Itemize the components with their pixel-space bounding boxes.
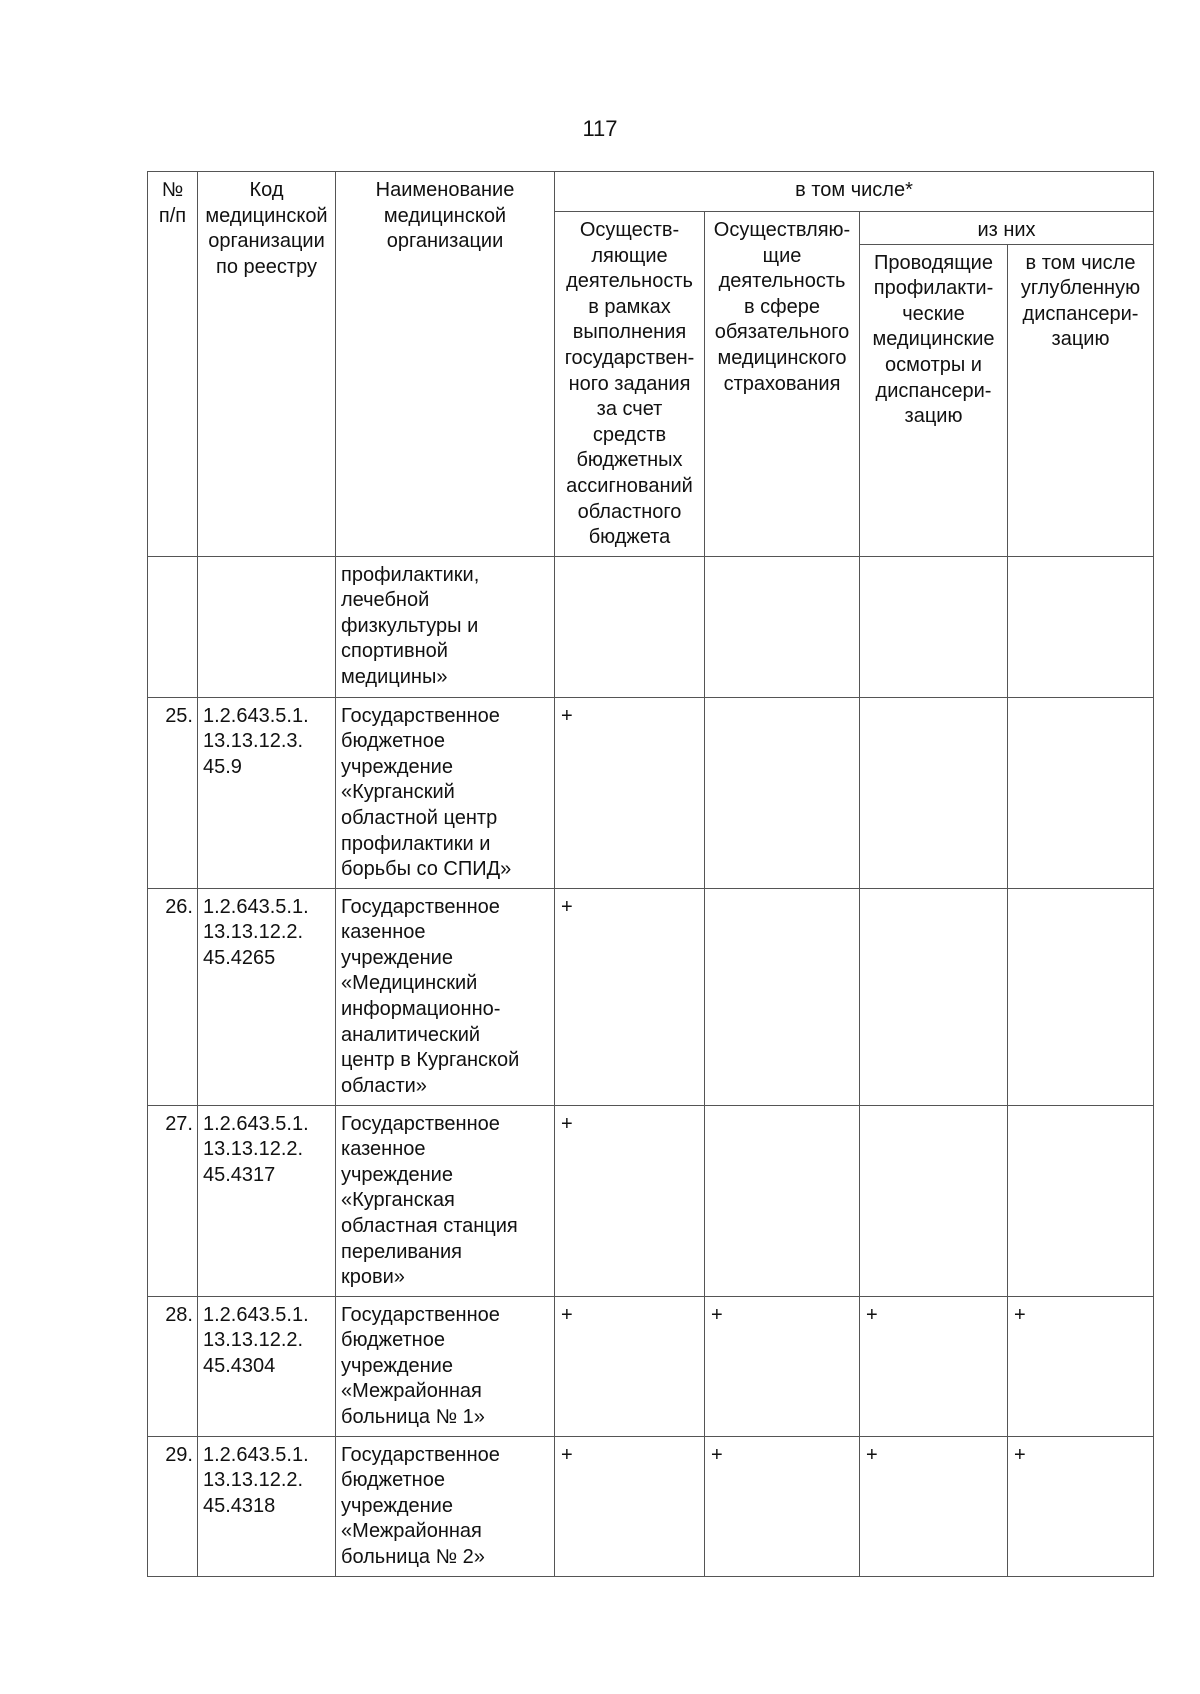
row-code: 1.2.643.5.1. 13.13.12.3. 45.9 xyxy=(198,697,336,888)
row-number: 28. xyxy=(148,1296,198,1436)
row-name: Государственное бюджетное учреждение «Курганский областной центр профилактики и борьбы со СПИД» xyxy=(336,697,555,888)
row-code: 1.2.643.5.1. 13.13.12.2. 45.4317 xyxy=(198,1105,336,1296)
row-number: 25. xyxy=(148,697,198,888)
header-oms: Осуществляю- щие деятельность в сфере обязательного медицинского страхования xyxy=(705,212,860,557)
row-prophylactic: + xyxy=(860,1436,1008,1576)
row-state-task: + xyxy=(555,888,705,1105)
header-prophylactic: Проводящие профилакти- ческие медицинские осмотры и диспансери- зацию xyxy=(860,244,1008,556)
row-name: Государственное казенное учреждение «Курганская областная станция переливания крови» xyxy=(336,1105,555,1296)
row-state-task xyxy=(555,556,705,697)
table-row xyxy=(148,556,1154,697)
row-code xyxy=(198,556,336,697)
header-row-1 xyxy=(148,172,1154,212)
row-code: 1.2.643.5.1. 13.13.12.2. 45.4304 xyxy=(198,1296,336,1436)
row-number: 26. xyxy=(148,888,198,1105)
row-state-task: + xyxy=(555,1296,705,1436)
table-row xyxy=(148,1436,1154,1576)
table-row xyxy=(148,1105,1154,1296)
row-oms xyxy=(705,556,860,697)
header-of-them: из них xyxy=(860,212,1154,245)
row-oms xyxy=(705,1105,860,1296)
row-prophylactic xyxy=(860,697,1008,888)
row-state-task: + xyxy=(555,1436,705,1576)
row-prophylactic xyxy=(860,556,1008,697)
table-row xyxy=(148,697,1154,888)
row-in-depth xyxy=(1008,556,1154,697)
row-in-depth: + xyxy=(1008,1436,1154,1576)
row-code: 1.2.643.5.1. 13.13.12.2. 45.4265 xyxy=(198,888,336,1105)
row-name: Государственное казенное учреждение «Медицинский информационно- аналитический центр в Курганской области» xyxy=(336,888,555,1105)
row-name: профилактики, лечебной физкультуры и спортивной медицины» xyxy=(336,556,555,697)
page-number: 117 xyxy=(582,116,618,141)
row-state-task: + xyxy=(555,1105,705,1296)
row-number: 27. xyxy=(148,1105,198,1296)
row-number: 29. xyxy=(148,1436,198,1576)
row-name: Государственное бюджетное учреждение «Межрайонная больница № 1» xyxy=(336,1296,555,1436)
header-code: Код медицинской организации по реестру xyxy=(198,172,336,557)
table-row xyxy=(148,888,1154,1105)
header-in-depth: в том числе углубленную диспансери- зацию xyxy=(1008,244,1154,556)
row-prophylactic: + xyxy=(860,1296,1008,1436)
row-in-depth: + xyxy=(1008,1296,1154,1436)
row-number xyxy=(148,556,198,697)
row-prophylactic xyxy=(860,888,1008,1105)
row-in-depth xyxy=(1008,1105,1154,1296)
row-oms: + xyxy=(705,1296,860,1436)
row-oms: + xyxy=(705,1436,860,1576)
row-prophylactic xyxy=(860,1105,1008,1296)
row-oms xyxy=(705,888,860,1105)
header-including: в том числе* xyxy=(555,172,1154,212)
table-row xyxy=(148,1296,1154,1436)
header-state-task: Осуществ- ляющие деятельность в рамках выполнения государствен- ного задания за счет средств бюджетных ассигнований областного бюджета xyxy=(555,212,705,557)
row-state-task: + xyxy=(555,697,705,888)
row-code: 1.2.643.5.1. 13.13.12.2. 45.4318 xyxy=(198,1436,336,1576)
medical-organizations-table xyxy=(147,171,1154,1577)
row-name: Государственное бюджетное учреждение «Межрайонная больница № 2» xyxy=(336,1436,555,1576)
header-name: Наименование медицинской организации xyxy=(336,172,555,557)
row-oms xyxy=(705,697,860,888)
row-in-depth xyxy=(1008,697,1154,888)
header-no: № п/п xyxy=(148,172,198,557)
row-in-depth xyxy=(1008,888,1154,1105)
